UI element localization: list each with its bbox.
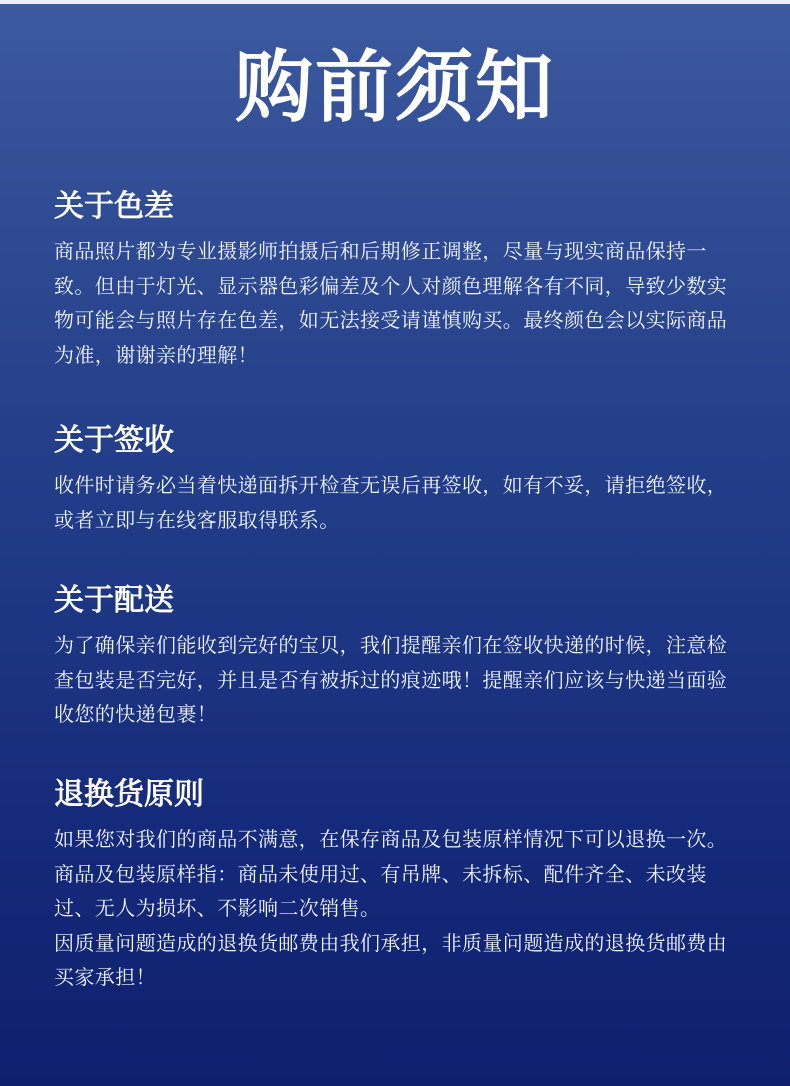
section-color-difference xyxy=(54,186,744,372)
section-paragraph: 为了确保亲们能收到完好的宝贝，我们提醒亲们在签收快递的时候，注意检查包装是否完好，并且是否有被拆过的痕迹哦！提醒亲们应该与快递当面验收您的快递包裹！ xyxy=(54,633,728,726)
section-paragraph: 如果您对我们的商品不满意，在保存商品及包装原样情况下可以退换一次。商品及包装原样指：商品未使用过、有吊牌、未拆标、配件齐全、未改装过、无人为损坏、不影响二次销售。 xyxy=(54,827,728,920)
section-heading: 关于签收 xyxy=(54,423,174,458)
section-paragraph: 因质量问题造成的退换货邮费由我们承担，非质量问题造成的退换货邮费由买家承担！ xyxy=(54,930,728,989)
section-paragraph: 收件时请务必当着快递面拆开检查无误后再签收，如有不妥，请拒绝签收，或者立即与在线客服取得联系。 xyxy=(54,473,728,532)
section-return-policy xyxy=(54,774,744,995)
section-heading: 退换货原则 xyxy=(54,777,204,812)
section-receipt xyxy=(54,420,744,537)
section-heading: 关于配送 xyxy=(54,583,174,618)
section-heading: 关于色差 xyxy=(54,189,174,224)
top-divider xyxy=(0,0,790,4)
page-title: 购前须知 xyxy=(234,43,555,133)
section-paragraph: 商品照片都为专业摄影师拍摄后和后期修正调整，尽量与现实商品保持一致。但由于灯光、显示器色彩偏差及个人对颜色理解各有不同，导致少数实物可能会与照片存在色差，如无法接受请谨慎购买。最终颜色会以实际商品为准，谢谢亲的理解！ xyxy=(54,239,728,367)
section-delivery xyxy=(54,580,744,732)
